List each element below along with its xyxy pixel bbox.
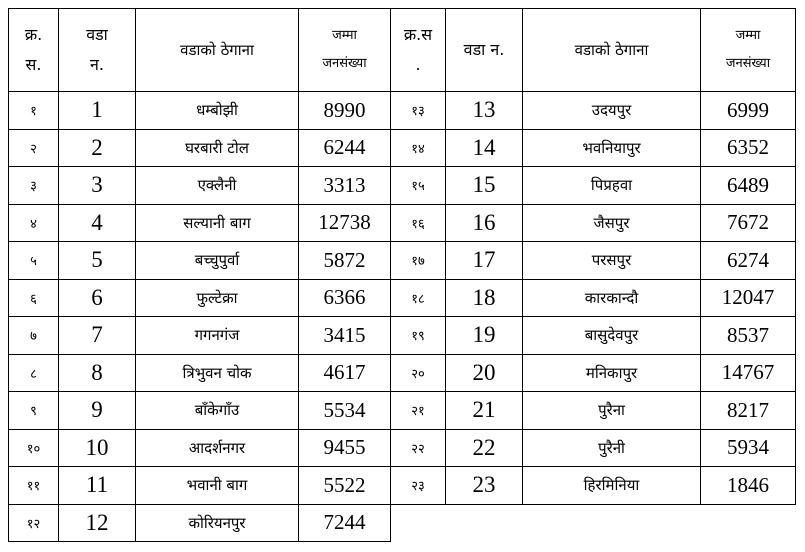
left-population-cell: 9455 xyxy=(299,429,391,467)
right-serial-cell: १६ xyxy=(391,204,446,242)
header-serial-left-line2: स. xyxy=(25,55,42,74)
left-ward-number-cell: 12 xyxy=(59,504,136,542)
left-ward-number-cell: 5 xyxy=(59,242,136,280)
header-ward-left xyxy=(59,9,136,92)
header-population-left-line2: जनसंख्या xyxy=(322,56,367,71)
right-ward-number-cell: 13 xyxy=(446,92,523,130)
left-ward-number-cell: 8 xyxy=(59,354,136,392)
left-ward-number-cell: 1 xyxy=(59,92,136,130)
right-address-cell: बासुदेवपुर xyxy=(523,317,701,355)
right-address-cell: उदयपुर xyxy=(523,92,701,130)
table-row xyxy=(9,129,796,167)
left-address-cell: गगनगंज xyxy=(136,317,299,355)
header-ward-left-line2: न. xyxy=(90,55,104,74)
table-row xyxy=(9,429,796,467)
left-serial-cell: ५ xyxy=(9,242,59,280)
header-population-right-line2: जनसंख्या xyxy=(725,56,771,71)
right-population-cell: 6999 xyxy=(701,92,796,130)
left-ward-number-cell: 10 xyxy=(59,429,136,467)
left-address-cell: एक्लैनी xyxy=(136,167,299,205)
empty-cell xyxy=(701,504,796,542)
left-address-cell: त्रिभुवन चोक xyxy=(136,354,299,392)
header-population-right-line1: जम्मा xyxy=(735,28,761,43)
left-address-cell: बच्चुपुर्वा xyxy=(136,242,299,280)
right-ward-number-cell: 21 xyxy=(446,392,523,430)
right-serial-cell: २३ xyxy=(391,467,446,505)
right-serial-cell: १४ xyxy=(391,129,446,167)
left-address-cell: आदर्शनगर xyxy=(136,429,299,467)
table-row xyxy=(9,279,796,317)
left-address-cell: भवानी बाग xyxy=(136,467,299,505)
left-serial-cell: १२ xyxy=(9,504,59,542)
right-ward-number-cell: 16 xyxy=(446,204,523,242)
right-address-cell: परसपुर xyxy=(523,242,701,280)
left-address-cell: फुल्टेक्रा xyxy=(136,279,299,317)
right-ward-number-cell: 23 xyxy=(446,467,523,505)
right-address-cell: कारकान्दौ xyxy=(523,279,701,317)
right-ward-number-cell: 17 xyxy=(446,242,523,280)
table-row xyxy=(9,392,796,430)
right-address-cell: पुरैनी xyxy=(523,429,701,467)
header-row xyxy=(9,9,796,92)
left-serial-cell: ८ xyxy=(9,354,59,392)
header-ward-right: वडा न. xyxy=(446,9,523,92)
right-address-cell: पिप्रहवा xyxy=(523,167,701,205)
left-ward-number-cell: 4 xyxy=(59,204,136,242)
table-row xyxy=(9,317,796,355)
left-population-cell: 3415 xyxy=(299,317,391,355)
left-serial-cell: १ xyxy=(9,92,59,130)
right-population-cell: 7672 xyxy=(701,204,796,242)
table-body xyxy=(9,92,796,542)
left-serial-cell: ३ xyxy=(9,167,59,205)
ward-population-table xyxy=(8,8,796,542)
left-address-cell: सल्यानी बाग xyxy=(136,204,299,242)
right-population-cell: 6489 xyxy=(701,167,796,205)
right-address-cell: जैसपुर xyxy=(523,204,701,242)
left-ward-number-cell: 6 xyxy=(59,279,136,317)
right-population-cell: 14767 xyxy=(701,354,796,392)
left-serial-cell: १० xyxy=(9,429,59,467)
right-population-cell: 5934 xyxy=(701,429,796,467)
table-row xyxy=(9,242,796,280)
left-population-cell: 8990 xyxy=(299,92,391,130)
right-ward-number-cell: 22 xyxy=(446,429,523,467)
right-address-cell: पुरैना xyxy=(523,392,701,430)
right-serial-cell: २० xyxy=(391,354,446,392)
left-ward-number-cell: 3 xyxy=(59,167,136,205)
left-population-cell: 7244 xyxy=(299,504,391,542)
left-population-cell: 5522 xyxy=(299,467,391,505)
table-row xyxy=(9,92,796,130)
left-serial-cell: ९ xyxy=(9,392,59,430)
right-serial-cell: १९ xyxy=(391,317,446,355)
right-ward-number-cell: 15 xyxy=(446,167,523,205)
empty-cell xyxy=(391,504,446,542)
left-address-cell: कोरियनपुर xyxy=(136,504,299,542)
header-population-left xyxy=(299,9,391,92)
header-ward-left-line1: वडा xyxy=(86,25,108,44)
header-serial-left-line1: क्र. xyxy=(24,25,43,44)
table-row xyxy=(9,167,796,205)
left-ward-number-cell: 7 xyxy=(59,317,136,355)
right-population-cell: 1846 xyxy=(701,467,796,505)
right-serial-cell: १३ xyxy=(391,92,446,130)
header-population-left-line1: जम्मा xyxy=(332,28,357,43)
header-population-right xyxy=(701,9,796,92)
left-population-cell: 4617 xyxy=(299,354,391,392)
right-ward-number-cell: 18 xyxy=(446,279,523,317)
header-serial-left xyxy=(9,9,59,92)
table-row xyxy=(9,504,796,542)
table-row xyxy=(9,354,796,392)
left-population-cell: 5872 xyxy=(299,242,391,280)
right-serial-cell: २२ xyxy=(391,429,446,467)
right-serial-cell: १८ xyxy=(391,279,446,317)
left-ward-number-cell: 9 xyxy=(59,392,136,430)
left-serial-cell: ११ xyxy=(9,467,59,505)
right-address-cell: हिरमिनिया xyxy=(523,467,701,505)
left-serial-cell: २ xyxy=(9,129,59,167)
table-row xyxy=(9,467,796,505)
left-ward-number-cell: 11 xyxy=(59,467,136,505)
empty-cell xyxy=(446,504,523,542)
header-address-left: वडाको ठेगाना xyxy=(136,9,299,92)
right-address-cell: मनिकापुर xyxy=(523,354,701,392)
right-population-cell: 8537 xyxy=(701,317,796,355)
left-address-cell: धम्बोझी xyxy=(136,92,299,130)
left-serial-cell: ७ xyxy=(9,317,59,355)
header-serial-right-line1: क्र.स xyxy=(403,25,433,44)
right-serial-cell: २१ xyxy=(391,392,446,430)
header-serial-right-line2: . xyxy=(415,55,421,74)
right-population-cell: 6274 xyxy=(701,242,796,280)
left-population-cell: 12738 xyxy=(299,204,391,242)
right-serial-cell: १५ xyxy=(391,167,446,205)
left-population-cell: 6244 xyxy=(299,129,391,167)
right-serial-cell: १७ xyxy=(391,242,446,280)
right-ward-number-cell: 14 xyxy=(446,129,523,167)
header-address-right: वडाको ठेगाना xyxy=(523,9,701,92)
left-address-cell: घरबारी टोल xyxy=(136,129,299,167)
right-population-cell: 8217 xyxy=(701,392,796,430)
right-address-cell: भवनियापुर xyxy=(523,129,701,167)
right-population-cell: 6352 xyxy=(701,129,796,167)
left-population-cell: 3313 xyxy=(299,167,391,205)
left-address-cell: बाँकेगाँउ xyxy=(136,392,299,430)
table-row xyxy=(9,204,796,242)
empty-cell xyxy=(523,504,701,542)
left-population-cell: 5534 xyxy=(299,392,391,430)
left-serial-cell: ४ xyxy=(9,204,59,242)
left-ward-number-cell: 2 xyxy=(59,129,136,167)
left-population-cell: 6366 xyxy=(299,279,391,317)
header-serial-right xyxy=(391,9,446,92)
right-ward-number-cell: 19 xyxy=(446,317,523,355)
right-ward-number-cell: 20 xyxy=(446,354,523,392)
right-population-cell: 12047 xyxy=(701,279,796,317)
left-serial-cell: ६ xyxy=(9,279,59,317)
